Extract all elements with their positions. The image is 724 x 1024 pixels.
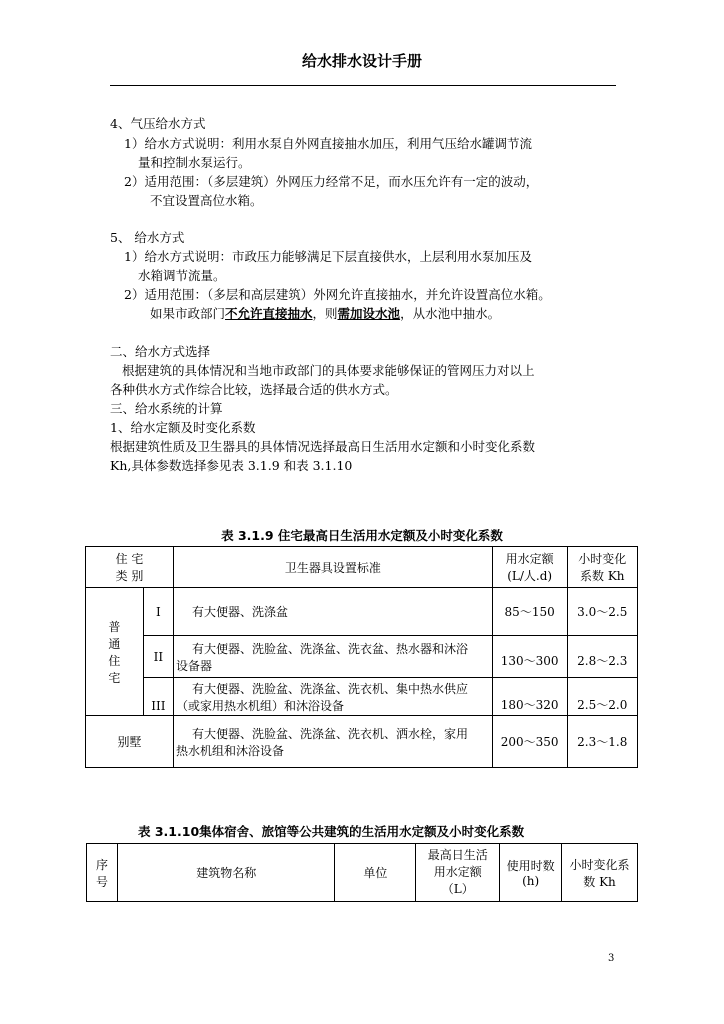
header-cell-type bbox=[86, 547, 174, 588]
table-3-1-9 bbox=[85, 546, 638, 768]
coef-cell: 3.0～2.5 bbox=[567, 588, 637, 636]
header-cell-quota bbox=[492, 547, 567, 588]
header-cell-name: 建筑物名称 bbox=[117, 844, 335, 902]
header-text: (h) bbox=[522, 874, 540, 888]
table-row bbox=[86, 588, 638, 636]
table2-caption: 表 3.1.10集体宿舍、旅馆等公共建筑的生活用水定额及小时变化系数 bbox=[138, 824, 525, 839]
grade-cell: I bbox=[143, 588, 173, 636]
header-cell-coef bbox=[562, 844, 638, 902]
table-header-row bbox=[86, 547, 638, 588]
emphasis-add-pool: 需加设水池 bbox=[337, 306, 401, 321]
header-cell-fixture: 卫生器具设置标准 bbox=[173, 547, 492, 588]
fixture-line: 设备器 bbox=[175, 658, 212, 673]
header-text: 使用时数 bbox=[506, 859, 555, 873]
fixture-line: 有大便器、洗脸盆、洗涤盆、洗衣盆、热水器和沐浴 bbox=[191, 641, 468, 656]
header-text: 序 bbox=[95, 857, 108, 872]
fixture-line: （或家用热水机组）和沐浴设备 bbox=[175, 698, 344, 713]
table-row bbox=[86, 678, 638, 716]
table-row bbox=[86, 716, 638, 768]
group-label-char: 住 bbox=[108, 653, 121, 668]
section4-item2-line2: 不宜设置高位水箱。 bbox=[150, 193, 263, 208]
quota-cell: 85～150 bbox=[492, 588, 567, 636]
header-cell-unit: 单位 bbox=[335, 844, 416, 902]
section5-item1-line2: 水箱调节流量。 bbox=[138, 268, 226, 283]
grade-cell: III bbox=[143, 678, 173, 716]
section5-item2-line1: 2）适用范围：（多层和高层建筑）外网允许直接抽水，并允许设置高位水箱。 bbox=[124, 287, 551, 302]
header-text: 住 宅 bbox=[115, 552, 144, 566]
part3-text-line2: Kh,具体参数选择参见表 3.1.9 和表 3.1.10 bbox=[110, 458, 353, 473]
group-label-char: 通 bbox=[108, 636, 121, 651]
fixture-line: 有大便器、洗脸盆、洗涤盆、洗衣机、洒水栓，家用 bbox=[191, 726, 468, 741]
part3-heading: 三、给水系统的计算 bbox=[110, 401, 223, 416]
text-segment: ，从水池中抽水。 bbox=[400, 306, 501, 321]
grade-cell: II bbox=[143, 636, 173, 678]
header-cell-quota bbox=[416, 844, 500, 902]
villa-label-cell: 别墅 bbox=[86, 716, 174, 768]
header-text: （L） bbox=[441, 882, 474, 896]
table-header-row bbox=[87, 844, 638, 902]
coef-cell: 2.3～1.8 bbox=[567, 716, 637, 768]
header-text: 用水定额 bbox=[433, 865, 482, 879]
table-row bbox=[86, 636, 638, 678]
header-text: 小时变化系 bbox=[569, 857, 630, 872]
header-cell-hours bbox=[500, 844, 562, 902]
fixture-cell bbox=[173, 678, 492, 716]
header-text: 系数 Kh bbox=[580, 569, 625, 583]
text-segment: 如果市政部门 bbox=[150, 306, 226, 321]
table-3-1-10 bbox=[86, 843, 638, 902]
fixture-cell: 有大便器、洗涤盆 bbox=[173, 588, 492, 636]
header-text: 最高日生活 bbox=[427, 848, 488, 862]
coef-cell: 2.5～2.0 bbox=[567, 678, 637, 716]
section5-item2-line2 bbox=[150, 305, 500, 323]
fixture-line: 有大便器、洗脸盆、洗涤盆、洗衣机、集中热水供应 bbox=[191, 681, 468, 696]
fixture-line: 热水机组和沐浴设备 bbox=[175, 743, 284, 758]
header-rule bbox=[110, 85, 616, 86]
header-cell-coef bbox=[567, 547, 637, 588]
table1-caption: 表 3.1.9 住宅最高日生活用水定额及小时变化系数 bbox=[221, 528, 503, 543]
emphasis-no-direct-pumping: 不允许直接抽水 bbox=[225, 306, 313, 321]
section5-heading: 5、 给水方式 bbox=[110, 230, 185, 245]
page-number: 3 bbox=[608, 953, 615, 964]
header-text: 号 bbox=[95, 874, 108, 889]
header-text: 类 别 bbox=[115, 569, 144, 583]
section5-item1-line1: 1）给水方式说明：市政压力能够满足下层直接供水，上层利用水泵加压及 bbox=[124, 249, 532, 264]
page-title: 给水排水设计手册 bbox=[301, 52, 422, 70]
fixture-cell bbox=[173, 716, 492, 768]
quota-cell: 130～300 bbox=[492, 636, 567, 678]
header-text: 数 Kh bbox=[583, 874, 616, 889]
group-label-cell bbox=[86, 588, 144, 716]
group-label-char: 普 bbox=[108, 619, 121, 634]
part3-subheading: 1、给水定额及时变化系数 bbox=[110, 420, 256, 435]
header-text: 小时变化 bbox=[578, 552, 627, 566]
quota-cell: 200～350 bbox=[492, 716, 567, 768]
coef-cell: 2.8～2.3 bbox=[567, 636, 637, 678]
quota-cell: 180～320 bbox=[492, 678, 567, 716]
part2-text-line1: 根据建筑的具体情况和当地市政部门的具体要求能够保证的管网压力对以上 bbox=[122, 363, 535, 378]
group-label-char: 宅 bbox=[108, 670, 121, 685]
section4-item1-line1: 1）给水方式说明：利用水泵自外网直接抽水加压，利用气压给水罐调节流 bbox=[124, 136, 532, 151]
section4-heading: 4、气压给水方式 bbox=[110, 116, 206, 131]
part2-text-line2: 各种供水方式作综合比较，选择最合适的供水方式。 bbox=[110, 382, 398, 397]
text-segment: ，则 bbox=[312, 306, 338, 321]
header-text: (L/人.d) bbox=[507, 569, 553, 583]
fixture-cell bbox=[173, 636, 492, 678]
section4-item1-line2: 量和控制水泵运行。 bbox=[138, 155, 251, 170]
section4-item2-line1: 2）适用范围：（多层建筑）外网压力经常不足，而水压允许有一定的波动， bbox=[124, 174, 539, 189]
part3-text-line1: 根据建筑性质及卫生器具的具体情况选择最高日生活用水定额和小时变化系数 bbox=[110, 439, 536, 454]
header-text: 用水定额 bbox=[505, 552, 554, 566]
part2-heading: 二、给水方式选择 bbox=[110, 344, 211, 359]
header-cell-no bbox=[87, 844, 118, 902]
